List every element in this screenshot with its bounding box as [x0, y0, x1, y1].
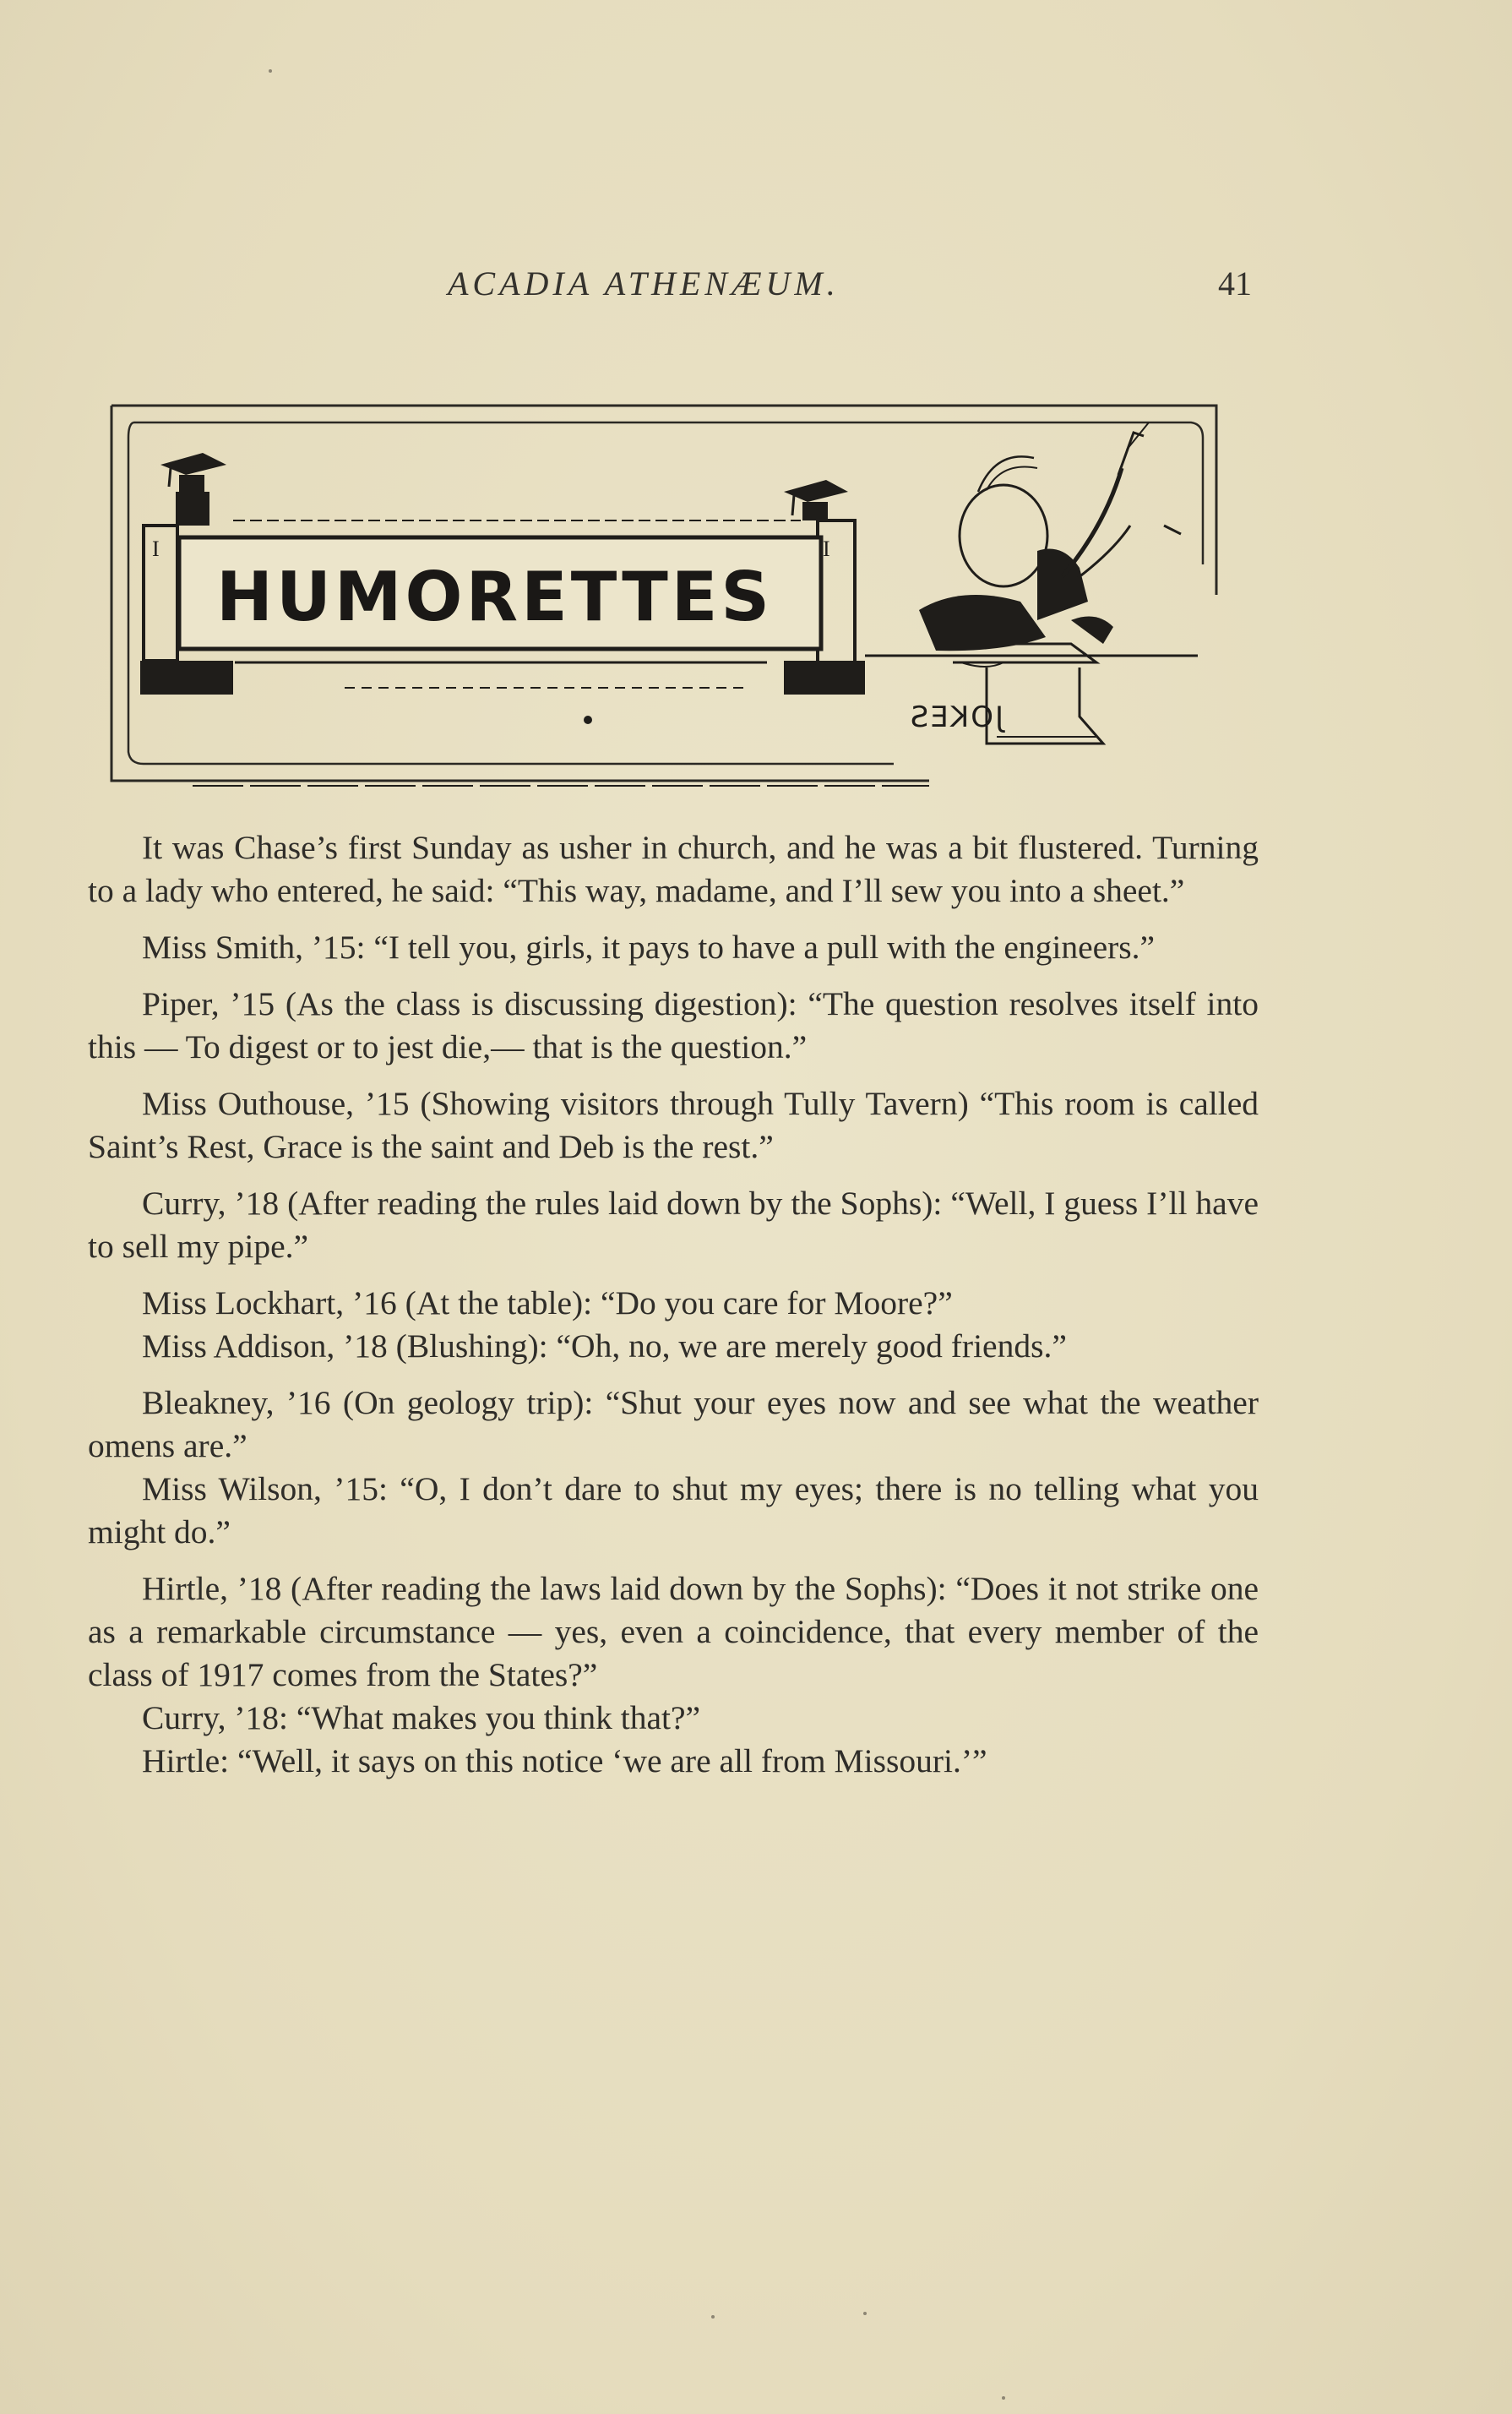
joke-paragraph: Hirtle: “Well, it says on this notice ‘we are all from Missouri.’”	[142, 1742, 987, 1779]
paper-speck	[1002, 2396, 1005, 2400]
humorettes-body	[88, 826, 1259, 1783]
post-letter-left: I	[152, 537, 160, 561]
joke-paragraph: Miss Outhouse, ’15 (Showing visitors through Tully Tavern) “This room is called Saint’s Rest, Grace is the saint and Deb is the rest.”	[88, 1085, 1259, 1165]
joke-paragraph: Miss Addison, ’18 (Blushing): “Oh, no, we are merely good friends.”	[142, 1327, 1067, 1365]
page-number: 41	[1218, 264, 1252, 302]
joke-paragraph: Curry, ’18 (After reading the rules laid down by the Sophs): “Well, I guess I’ll have to sell my pipe.”	[88, 1185, 1259, 1265]
paper-speck	[711, 2315, 715, 2319]
joke-paragraph: Miss Smith, ’15: “I tell you, girls, it pays to have a pull with the engineers.”	[142, 929, 1156, 966]
banner-illustration	[108, 399, 1223, 787]
paper-speck	[269, 69, 272, 73]
pointing-figure-illustration	[865, 422, 1198, 667]
jokes-sign	[909, 668, 1103, 744]
joke-paragraph: It was Chase’s first Sunday as usher in church, and he was a bit flustered. Turning to a lady who entered, he said: “This way, madame, and I’ll sew you into a sheet.”	[88, 829, 1259, 909]
joke-paragraph: Hirtle, ’18 (After reading the laws laid down by the Sophs): “Does it not strike one as a remarkable circumstance — yes, even a coincidence, that every member of the class of 1917 comes from the States?”	[88, 1570, 1259, 1693]
joke-paragraph: Piper, ’15 (As the class is discussing digestion): “The question resolves itself into this — To digest or to jest die,— that is the question.”	[88, 985, 1259, 1065]
paper-speck	[863, 2312, 867, 2315]
joke-paragraph: Miss Wilson, ’15: “O, I don’t dare to shut my eyes; there is no telling what you might do.”	[88, 1470, 1259, 1550]
joke-paragraph: Miss Lockhart, ’16 (At the table): “Do you care for Moore?”	[142, 1284, 953, 1321]
running-head: ACADIA ATHENÆUM.	[448, 264, 840, 302]
page-header	[0, 264, 1512, 311]
humorettes-banner	[108, 399, 1223, 787]
post-letter-right: I	[823, 537, 830, 561]
joke-paragraph: Curry, ’18: “What makes you think that?”	[142, 1699, 701, 1736]
joke-paragraph: Bleakney, ’16 (On geology trip): “Shut your eyes now and see what the weather omens are.”	[88, 1384, 1259, 1464]
banner-title: HUMORETTES	[216, 558, 774, 636]
jokes-sign-text: JOKES	[908, 700, 1003, 734]
